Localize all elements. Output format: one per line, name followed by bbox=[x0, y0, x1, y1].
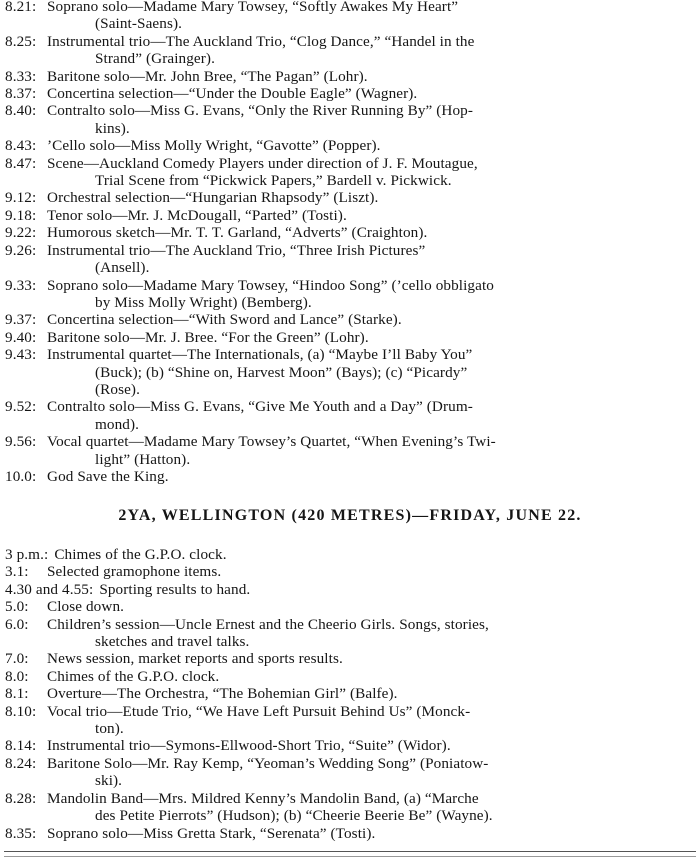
entry-line: Concertina selection—“Under the Double Eagle” (Wagner). bbox=[47, 85, 418, 103]
entry-time: 7.0: bbox=[5, 650, 29, 668]
programme-entry bbox=[3, 189, 693, 206]
entry-text bbox=[47, 737, 693, 754]
entry-time: 9.37: bbox=[5, 311, 37, 329]
entry-line: Scene—Auckland Comedy Players under direction of J. F. Moutague, bbox=[47, 154, 478, 172]
entry-time: 8.1: bbox=[5, 685, 29, 703]
entry-line: Orchestral selection—“Hungarian Rhapsody” (Liszt). bbox=[47, 189, 379, 207]
entry-continuation-line: Trial Scene from “Pickwick Papers,” Bardell v. Pickwick. bbox=[95, 172, 452, 190]
entry-text bbox=[47, 825, 693, 842]
entry-line: Soprano solo—Madame Mary Towsey, “Hindoo Song” (’cello obbligato bbox=[47, 276, 494, 294]
entry-text bbox=[47, 311, 693, 328]
entry-line: Instrumental trio—The Auckland Trio, “Clog Dance,” “Handel in the bbox=[47, 32, 475, 50]
programme-entry bbox=[3, 703, 693, 738]
entry-text bbox=[99, 581, 693, 598]
entry-text bbox=[47, 598, 693, 615]
entry-continuation-line: kins). bbox=[95, 119, 130, 137]
entry-time: 8.10: bbox=[5, 702, 37, 720]
entry-time: 8.25: bbox=[5, 32, 37, 50]
entry-text bbox=[47, 563, 693, 580]
programme-entry bbox=[3, 137, 693, 154]
programme-entry bbox=[3, 277, 693, 312]
entry-line: Children’s session—Uncle Ernest and the Cheerio Girls. Songs, stories, bbox=[47, 615, 489, 633]
entry-time: 8.28: bbox=[5, 789, 37, 807]
entry-time: 9.18: bbox=[5, 206, 37, 224]
programme-entry bbox=[3, 102, 693, 137]
entry-continuation-line: (Buck); (b) “Shine on, Harvest Moon” (Bays); (c) “Picardy” bbox=[95, 363, 468, 381]
entry-text bbox=[47, 650, 693, 667]
entry-text bbox=[54, 546, 693, 563]
entry-time: 8.21: bbox=[5, 0, 37, 15]
entry-text bbox=[47, 685, 693, 702]
entry-line: Instrumental quartet—The Internationals, (a) “Maybe I’ll Baby You” bbox=[47, 346, 473, 364]
station-heading: 2YA, WELLINGTON (420 METRES)—FRIDAY, JUNE 22. bbox=[118, 507, 582, 524]
programme-entry bbox=[3, 650, 693, 667]
entry-text bbox=[47, 703, 693, 738]
entry-time: 6.0: bbox=[5, 615, 29, 633]
entry-line: Instrumental trio—Symons-Ellwood-Short Trio, “Suite” (Widor). bbox=[47, 737, 451, 755]
entry-line: Soprano solo—Madame Mary Towsey, “Softly Awakes My Heart” bbox=[47, 0, 459, 15]
entry-time: 9.33: bbox=[5, 276, 37, 294]
entry-time: 8.47: bbox=[5, 154, 37, 172]
entry-time: 9.12: bbox=[5, 189, 37, 207]
wellington-programme-list bbox=[3, 546, 693, 842]
entry-line: God Save the King. bbox=[47, 467, 169, 485]
programme-entry bbox=[3, 685, 693, 702]
entry-text bbox=[47, 329, 693, 346]
entry-line: Concertina selection—“With Sword and Lance” (Starke). bbox=[47, 311, 402, 329]
entry-continuation-line: sketches and travel talks. bbox=[95, 633, 250, 651]
entry-time: 4.30 and 4.55: bbox=[5, 580, 94, 598]
entry-text bbox=[47, 468, 693, 485]
entry-continuation-line: des Petite Pierrots” (Hudson); (b) “Cheerie Beerie Be” (Wayne). bbox=[95, 807, 493, 825]
programme-entry bbox=[3, 755, 693, 790]
programme-entry bbox=[3, 790, 693, 825]
programme-entry bbox=[3, 346, 693, 398]
entry-line: News session, market reports and sports results. bbox=[47, 650, 343, 668]
entry-text bbox=[47, 790, 693, 825]
auckland-programme-list bbox=[3, 0, 693, 485]
programme-entry bbox=[3, 468, 693, 485]
entry-continuation-line: ton). bbox=[95, 720, 124, 738]
programme-entry bbox=[3, 207, 693, 224]
entry-time: 8.37: bbox=[5, 85, 37, 103]
entry-time: 8.14: bbox=[5, 737, 37, 755]
entry-time: 8.40: bbox=[5, 102, 37, 120]
entry-text bbox=[47, 68, 693, 85]
programme-entry bbox=[3, 581, 693, 598]
entry-text bbox=[47, 102, 693, 137]
entry-time: 8.24: bbox=[5, 754, 37, 772]
entry-time: 9.26: bbox=[5, 241, 37, 259]
entry-time: 3.1: bbox=[5, 563, 29, 581]
entry-line: Baritone solo—Mr. J. Bree. “For the Green” (Lohr). bbox=[47, 328, 369, 346]
entry-line: Chimes of the G.P.O. clock. bbox=[47, 667, 220, 685]
entry-text bbox=[47, 242, 693, 277]
programme-entry bbox=[3, 85, 693, 102]
entry-line: Vocal trio—Etude Trio, “We Have Left Pursuit Behind Us” (Monck- bbox=[47, 702, 471, 720]
entry-line: Humorous sketch—Mr. T. T. Garland, “Adverts” (Craighton). bbox=[47, 224, 428, 242]
bottom-rule bbox=[4, 851, 696, 852]
entry-text bbox=[47, 668, 693, 685]
entry-time: 5.0: bbox=[5, 598, 29, 616]
entry-text bbox=[47, 755, 693, 790]
entry-line: Mandolin Band—Mrs. Mildred Kenny’s Mandolin Band, (a) “Marche bbox=[47, 789, 479, 807]
bottom-rule-secondary bbox=[4, 856, 696, 857]
entry-text bbox=[47, 224, 693, 241]
programme-entry bbox=[3, 398, 693, 433]
entry-line: Chimes of the G.P.O. clock. bbox=[54, 546, 227, 563]
entry-line: ’Cello solo—Miss Molly Wright, “Gavotte” (Popper). bbox=[47, 137, 381, 155]
entry-time: 8.43: bbox=[5, 137, 37, 155]
entry-text bbox=[47, 155, 693, 190]
entry-time: 8.33: bbox=[5, 67, 37, 85]
entry-text bbox=[47, 346, 693, 398]
entry-line: Selected gramophone items. bbox=[47, 563, 222, 581]
entry-time: 9.22: bbox=[5, 224, 37, 242]
entry-time: 9.40: bbox=[5, 328, 37, 346]
entry-text bbox=[47, 277, 693, 312]
programme-entry bbox=[3, 546, 693, 563]
entry-continuation-line: (Ansell). bbox=[95, 259, 150, 277]
entry-text bbox=[47, 189, 693, 206]
entry-text bbox=[47, 398, 693, 433]
entry-line: Contralto solo—Miss G. Evans, “Give Me Youth and a Day” (Drum- bbox=[47, 398, 473, 416]
entry-text bbox=[47, 85, 693, 102]
entry-continuation-line: (Rose). bbox=[95, 380, 140, 398]
programme-entry bbox=[3, 0, 693, 33]
programme-entry bbox=[3, 668, 693, 685]
programme-entry bbox=[3, 224, 693, 241]
entry-line: Soprano solo—Miss Gretta Stark, “Serenata” (Tosti). bbox=[47, 824, 376, 842]
entry-text bbox=[47, 33, 693, 68]
entry-time: 9.43: bbox=[5, 346, 37, 364]
entry-text bbox=[47, 137, 693, 154]
entry-continuation-line: ski). bbox=[95, 772, 123, 790]
entry-continuation-line: (Saint-Saens). bbox=[95, 15, 183, 33]
entry-line: Baritone solo—Mr. John Bree, “The Pagan” (Lohr). bbox=[47, 67, 368, 85]
programme-entry bbox=[3, 68, 693, 85]
entry-line: Sporting results to hand. bbox=[99, 580, 251, 598]
programme-entry bbox=[3, 155, 693, 190]
entry-line: Overture—The Orchestra, “The Bohemian Girl” (Balfe). bbox=[47, 685, 398, 703]
programme-entry bbox=[3, 737, 693, 754]
entry-continuation-line: Strand” (Grainger). bbox=[95, 50, 215, 68]
entry-continuation-line: mond). bbox=[95, 415, 140, 433]
programme-entry bbox=[3, 825, 693, 842]
entry-text bbox=[47, 433, 693, 468]
entry-line: Contralto solo—Miss G. Evans, “Only the River Running By” (Hop- bbox=[47, 102, 474, 120]
entry-time: 9.52: bbox=[5, 398, 37, 416]
entry-line: Close down. bbox=[47, 598, 125, 616]
programme-entry bbox=[3, 598, 693, 615]
entry-line: Instrumental trio—The Auckland Trio, “Three Irish Pictures” bbox=[47, 241, 426, 259]
entry-time: 9.56: bbox=[5, 433, 37, 451]
entry-line: Tenor solo—Mr. J. McDougall, “Parted” (Tosti). bbox=[47, 206, 347, 224]
entry-text bbox=[47, 616, 693, 651]
programme-entry bbox=[3, 563, 693, 580]
entry-time: 8.35: bbox=[5, 824, 37, 842]
programme-entry bbox=[3, 616, 693, 651]
entry-continuation-line: light” (Hatton). bbox=[95, 450, 191, 468]
programme-entry bbox=[3, 433, 693, 468]
entry-line: Baritone Solo—Mr. Ray Kemp, “Yeoman’s Wedding Song” (Poniatow- bbox=[47, 754, 489, 772]
programme-entry bbox=[3, 242, 693, 277]
programme-entry bbox=[3, 329, 693, 346]
programme-entry bbox=[3, 311, 693, 328]
entry-continuation-line: by Miss Molly Wright) (Bemberg). bbox=[95, 293, 312, 311]
entry-line: Vocal quartet—Madame Mary Towsey’s Quartet, “When Evening’s Twi- bbox=[47, 433, 496, 451]
entry-text bbox=[47, 0, 693, 33]
entry-time: 10.0: bbox=[5, 467, 37, 485]
entry-time: 8.0: bbox=[5, 667, 29, 685]
entry-text bbox=[47, 207, 693, 224]
entry-time: 3 p.m.: bbox=[5, 546, 49, 563]
programme-entry bbox=[3, 33, 693, 68]
